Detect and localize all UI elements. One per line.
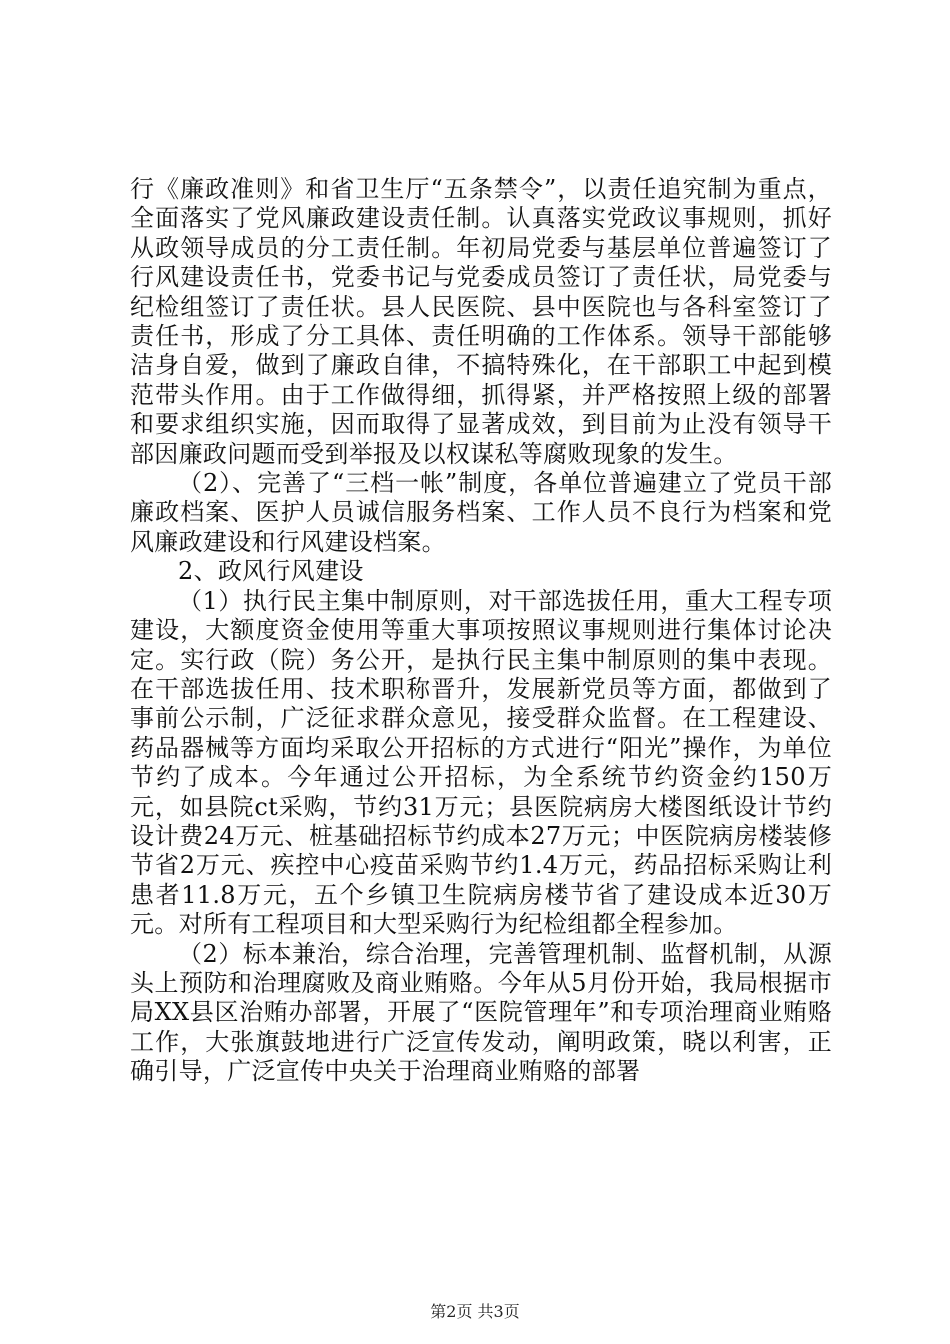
page-footer: 第2页 共3页 <box>430 1302 520 1321</box>
section-heading: 2、政风行风建设 <box>178 557 364 586</box>
paragraph-comprehensive-governance: （2）标本兼治，综合治理，完善管理机制、监督机制，从源头上预防和治理腐败及商业贿赂。今年从5月份开始，我局根据市局XX县区治贿办部署，开展了“医院管理年”和专项治理商业贿赂工作，大张旗鼓地进行广泛宣传发动，阐明政策，晓以利害，正确引导，广泛宣传中央关于治理商业贿赂的部署 <box>130 939 832 1086</box>
paragraph-democratic-centralism: （1）执行民主集中制原则，对干部选拔任用，重大工程专项建设，大额度资金使用等重大事项按照议事规则进行集体讨论决定。实行政（院）务公开，是执行民主集中制原则的集中表现。在干部选拔任用、技术职称晋升，发展新党员等方面，都做到了事前公示制，广泛征求群众意见，接受群众监督。在工程建设、药品器械等方面均采取公开招标的方式进行“阳光”操作，为单位节约了成本。今年通过公开招标，为全系统节约资金约150万元，如县院ct采购，节约31万元；县医院病房大楼图纸设计节约设计费24万元、桩基础招标节约成本27万元；中医院病房楼装修节省2万元、疾控中心疫苗采购节约1.4万元，药品招标采购让利患者11.8万元，五个乡镇卫生院病房楼节省了建设成本近30万元。对所有工程项目和大型采购行为纪检组都全程参加。 <box>130 586 832 939</box>
paragraph-continuation: 行《廉政准则》和省卫生厅“五条禁令”，以责任追究制为重点，全面落实了党风廉政建设责任制。认真落实党政议事规则，抓好从政领导成员的分工责任制。年初局党委与基层单位普遍签订了行风建设责任书，党委书记与党委成员签订了责任状，局党委与纪检组签订了责任状。县人民医院、县中医院也与各科室签订了责任书，形成了分工具体、责任明确的工作体系。领导干部能够洁身自爱，做到了廉政自律，不搞特殊化，在干部职工中起到模范带头作用。由于工作做得细，抓得紧，并严格按照上级的部署和要求组织实施，因而取得了显著成效，到目前为止没有领导干部因廉政问题而受到举报及以权谋私等腐败现象的发生。 <box>130 175 832 468</box>
paragraph-three-archives: （2）、完善了“三档一帐”制度，各单位普遍建立了党员干部廉政档案、医护人员诚信服务档案、工作人员不良行为档案和党风廉政建设和行风建设档案。 <box>130 469 832 556</box>
document-body <box>130 175 832 1087</box>
